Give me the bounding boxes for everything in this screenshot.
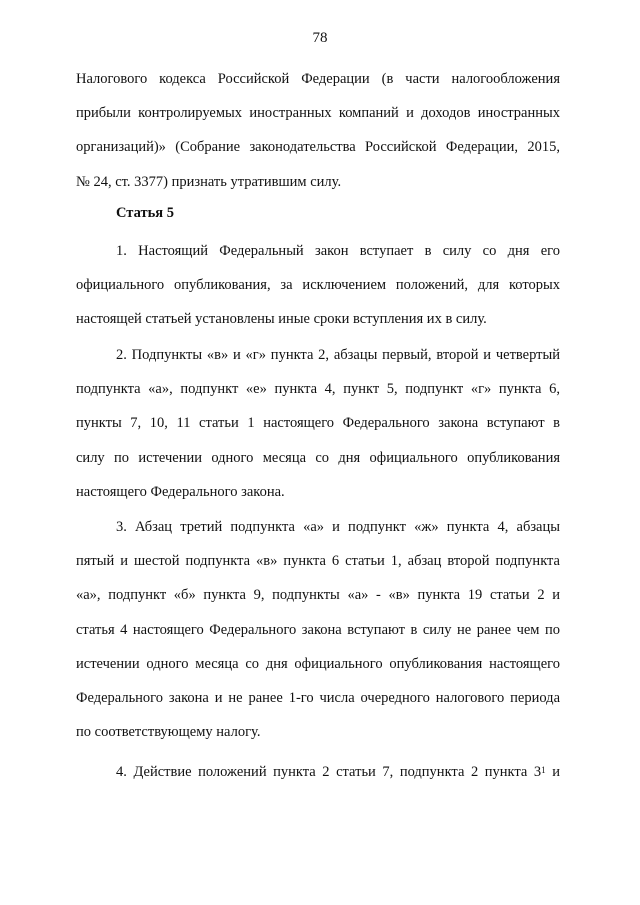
- article-paragraph-1: [76, 234, 560, 337]
- text-line: настоящей статьей установлены иные сроки вступления их в силу.: [76, 311, 487, 328]
- text-line: пункты 7, 10, 11 статьи 1 настоящего Федерального закона вступают в: [76, 415, 560, 432]
- text-line: по соответствующему налогу.: [76, 724, 261, 741]
- article-paragraph-4: [76, 755, 560, 789]
- text-line: 1. Настоящий Федеральный закон вступает в силу со дня его: [116, 243, 560, 259]
- text-line: силу по истечении одного месяца со дня официального опубликования: [76, 449, 560, 466]
- text-line: пятый и шестой подпункта «в» пункта 6 статьи 1, абзац второй подпункта: [76, 553, 560, 570]
- intro-paragraph: [76, 62, 560, 199]
- text-line: официального опубликования, за исключением положений, для которых: [76, 277, 560, 294]
- text-line: 3. Абзац третий подпункта «а» и подпункт «ж» пункта 4, абзацы: [116, 519, 560, 535]
- text-line: Налогового кодекса Российской Федерации (в части налогообложения: [76, 71, 560, 87]
- article-paragraph-3: [76, 510, 560, 749]
- article-title: Статья 5: [116, 205, 174, 221]
- article-paragraph-2: [76, 338, 560, 509]
- text-line: настоящего Федерального закона.: [76, 483, 285, 500]
- text-line: [76, 755, 560, 789]
- page-number: 78: [312, 30, 328, 46]
- text-line: прибыли контролируемых иностранных компаний и доходов иностранных: [76, 105, 560, 122]
- text-line: 2. Подпункты «в» и «г» пункта 2, абзацы первый, второй и четвертый: [116, 347, 560, 363]
- text-line: подпункта «а», подпункт «е» пункта 4, пункт 5, подпункт «г» пункта 6,: [76, 381, 560, 398]
- text-line: статья 4 настоящего Федерального закона вступают в силу не ранее чем по: [76, 621, 560, 638]
- text-line: Федерального закона и не ранее 1-го числа очередного налогового периода: [76, 689, 560, 706]
- line-end-text: и: [545, 764, 560, 780]
- text-line: «а», подпункт «б» пункта 9, подпункты «а» - «в» пункта 19 статьи 2 и: [76, 587, 560, 604]
- line-start-text: 4. Действие положений пункта 2 статьи 7, подпункта 2 пункта 3: [116, 764, 542, 780]
- superscript-number: 1: [541, 765, 546, 775]
- text-line: организаций)» (Собрание законодательства Российской Федерации, 2015,: [76, 139, 560, 156]
- text-line: истечении одного месяца со дня официального опубликования настоящего: [76, 655, 560, 672]
- text-line: № 24, ст. 3377) признать утратившим силу.: [76, 173, 342, 190]
